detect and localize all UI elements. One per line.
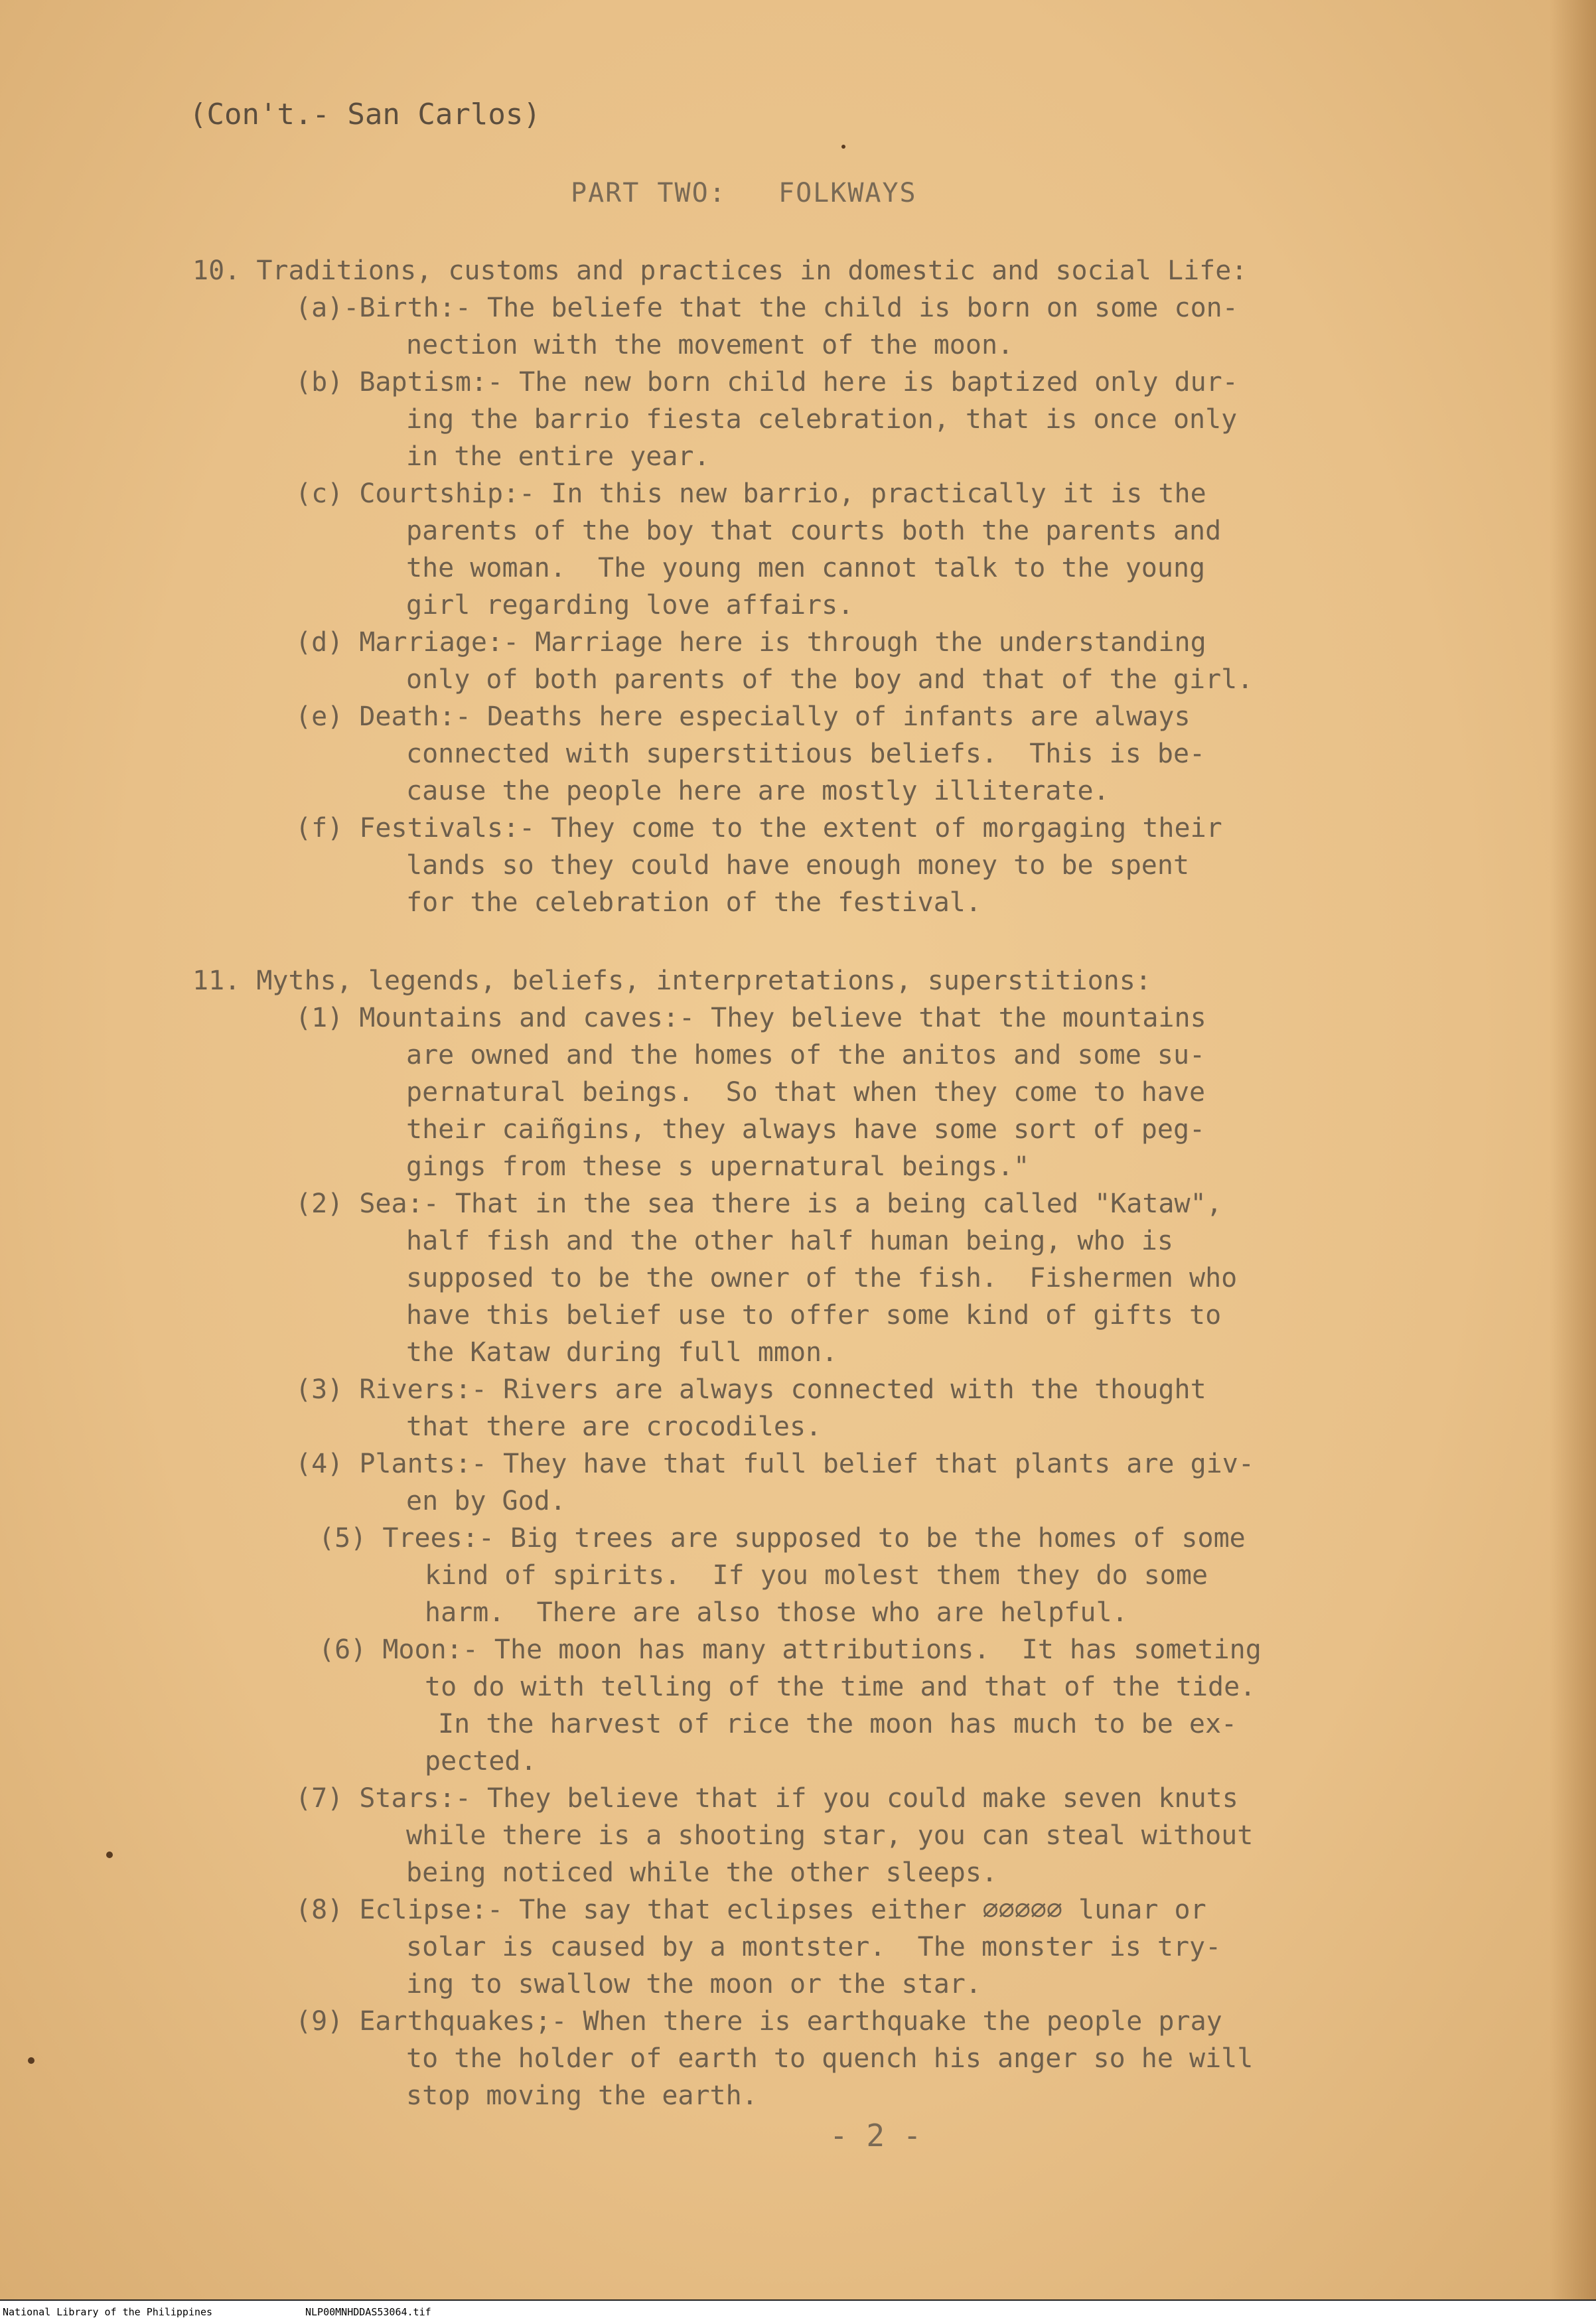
item-line: (7) Stars:- They believe that if you could make seven knuts	[295, 1783, 1238, 1814]
item-line: to do with telling of the time and that of the tide.	[425, 1672, 1256, 1702]
page-edge-shadow	[1550, 0, 1596, 2299]
section-heading: 11. Myths, legends, beliefs, interpretations, superstitions:	[192, 966, 1151, 996]
item-line: (c) Courtship:- In this new barrio, practically it is the	[295, 478, 1206, 509]
file-label: NLP00MNHDDAS53064.tif	[305, 2306, 431, 2318]
item-line: ing the barrio fiesta celebration, that is once only	[406, 404, 1238, 435]
item-line: in the entire year.	[406, 441, 710, 472]
page-header: (Con't.- San Carlos)	[189, 98, 541, 131]
item-line: girl regarding love affairs.	[406, 590, 854, 620]
item-line: (5) Trees:- Big trees are supposed to be the homes of some	[319, 1523, 1246, 1554]
item-line: connected with superstitious beliefs. This is be-	[406, 739, 1206, 769]
item-line: while there is a shooting star, you can steal without	[406, 1820, 1254, 1851]
item-line: parents of the boy that courts both the parents and	[406, 516, 1222, 546]
part-title: PART TWO: FOLKWAYS	[571, 178, 917, 208]
item-line: the woman. The young men cannot talk to the young	[406, 553, 1206, 583]
item-line: pernatural beings. So that when they come to have	[406, 1077, 1206, 1108]
item-line: cause the people here are mostly illiterate.	[406, 776, 1110, 806]
item-line: (b) Baptism:- The new born child here is baptized only dur-	[295, 367, 1238, 398]
item-line: lands so they could have enough money to be spent	[406, 850, 1190, 881]
item-line: the Kataw during full mmon.	[406, 1337, 838, 1368]
ink-spot	[28, 2057, 35, 2064]
item-line: (9) Earthquakes;- When there is earthquake the people pray	[295, 2006, 1222, 2037]
item-line: pected.	[425, 1746, 537, 1777]
item-line: en by God.	[406, 1486, 566, 1516]
item-line: In the harvest of rice the moon has much to be ex-	[438, 1709, 1238, 1739]
item-line: (4) Plants:- They have that full belief that plants are giv-	[295, 1449, 1254, 1479]
item-line: (6) Moon:- The moon has many attributions. It has someting	[319, 1634, 1262, 1665]
item-line: (e) Death:- Deaths here especially of infants are always	[295, 701, 1191, 732]
item-line: (1) Mountains and caves:- They believe that the mountains	[295, 1003, 1206, 1033]
scan-info-bar	[0, 2299, 1596, 2324]
item-line: being noticed while the other sleeps.	[406, 1857, 998, 1888]
item-line: (f) Festivals:- They come to the extent of morgaging their	[295, 813, 1222, 843]
item-line: nection with the movement of the moon.	[406, 330, 1014, 360]
item-line: half fish and the other half human being, who is	[406, 1226, 1173, 1256]
ink-spot	[106, 1852, 113, 1858]
item-line: are owned and the homes of the anitos and some su-	[406, 1040, 1206, 1070]
library-label: National Library of the Philippines	[3, 2306, 213, 2318]
item-line: that there are crocodiles.	[406, 1412, 822, 1442]
item-line: their caiñgins, they always have some sort of peg-	[406, 1114, 1206, 1145]
item-line: supposed to be the owner of the fish. Fishermen who	[406, 1263, 1238, 1293]
item-line: gings from these s upernatural beings."	[406, 1151, 1030, 1182]
item-line: (2) Sea:- That in the sea there is a being called "Kataw",	[295, 1189, 1222, 1219]
item-line: to the holder of earth to quench his anger so he will	[406, 2043, 1254, 2074]
item-line: have this belief use to offer some kind of gifts to	[406, 1300, 1222, 1331]
item-line: harm. There are also those who are helpful.	[425, 1597, 1128, 1628]
item-line: only of both parents of the boy and that of the girl.	[406, 664, 1254, 695]
item-line: (d) Marriage:- Marriage here is through the understanding	[295, 627, 1206, 658]
item-line: (8) Eclipse:- The say that eclipses either ∅∅∅∅∅ lunar or	[295, 1895, 1206, 1925]
ink-spot	[841, 145, 845, 149]
item-line: stop moving the earth.	[406, 2080, 758, 2111]
item-line: ing to swallow the moon or the star.	[406, 1969, 981, 1999]
item-line: for the celebration of the festival.	[406, 887, 981, 918]
item-line: (a)-Birth:- The beliefe that the child is born on some con-	[295, 293, 1238, 323]
item-line: (3) Rivers:- Rivers are always connected with the thought	[295, 1374, 1206, 1405]
item-line: solar is caused by a montster. The monster is try-	[406, 1932, 1222, 1962]
page-number: - 2 -	[830, 2118, 922, 2153]
item-line: kind of spirits. If you molest them they do some	[425, 1560, 1208, 1591]
section-heading: 10. Traditions, customs and practices in domestic and social Life:	[192, 255, 1248, 286]
